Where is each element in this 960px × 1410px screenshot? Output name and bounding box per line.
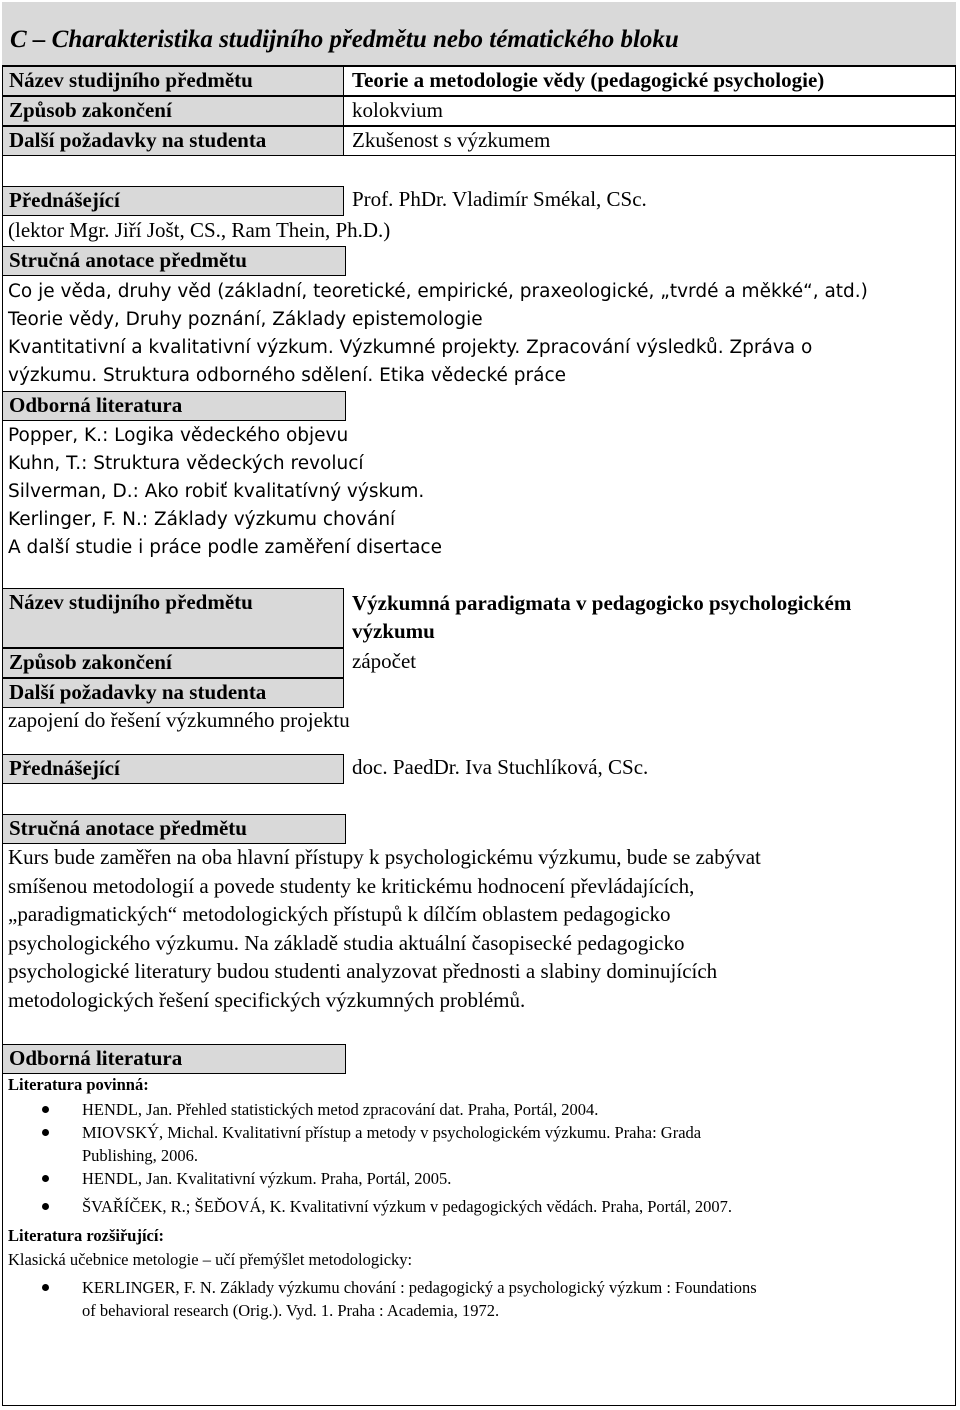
subject1-annotation-line: Co je věda, druhy věd (základní, teoretické, empirické, praxeologické, „tvrdé a měkké“, atd.) [8,281,868,302]
subject1-lecturer-value: Prof. PhDr. Vladimír Smékal, CSc. [352,187,647,211]
extended-literature-note: Klasická učebnice metologie – učí přemýšlet metodologicky: [8,1250,413,1269]
subject1-literature-item: Popper, K.: Logika vědeckého objevu [8,425,349,446]
subject1-name-value: Teorie a metodologie vědy (pedagogické psychologie) [344,66,956,96]
subject2-annotation-line: smíšenou metodologií a povede studenty ke kritickému hodnocení převládajících, [8,874,695,898]
subject2-annotation-line: Kurs bude zaměřen na oba hlavní přístupy k psychologickému výzkumu, bude se zabývat [8,845,761,869]
subject1-name-label: Název studijního předmětu [2,66,344,96]
subject2-annotation-line: psychologické literatury budou studenti analyzovat přednosti a slabiny dominujících [8,959,718,983]
list-item-continuation: Publishing, 2006. [82,1146,198,1165]
subject1-literature-item: Kerlinger, F. N.: Základy výzkumu chování [8,509,396,530]
list-item: ŠVAŘÍČEK, R.; ŠEĎOVÁ, K. Kvalitativní výzkum v pedagogických vědách. Praha, Portál, 2007. [0,1195,950,1218]
subject2-completion-value: zápočet [352,649,417,673]
subject2-literature-label: Odborná literatura [2,1044,346,1074]
subject2-annotation-line: „paradigmatických“ metodologických přístupů k dílčím oblastem pedagogicko [8,902,671,926]
subject1-literature-item: Kuhn, T.: Struktura vědeckých revolucí [8,453,364,474]
subject2-annotation-line: metodologických řešení specifických výzkumných problémů. [8,988,526,1012]
bullet-icon [42,1175,49,1182]
subject1-requirements-value: Zkušenost s výzkumem [344,126,956,156]
subject1-lecturer-extra: (lektor Mgr. Jiří Jošt, CS., Ram Thein, Ph.D.) [8,218,391,242]
list-item-continuation: of behavioral research (Orig.). Vyd. 1. Praha : Academia, 1972. [82,1301,500,1320]
subject1-annotation-line: Kvantitativní a kvalitativní výzkum. Výzkumné projekty. Zpracování výsledků. Zpráva o [8,337,813,358]
subject2-requirements-label: Další požadavky na studenta [2,678,344,708]
subject2-requirements-value: zapojení do řešení výzkumného projektu [8,708,350,732]
subject2-name-value-line2: výzkumu [352,619,435,643]
extended-literature-list [0,1276,950,1322]
bullet-icon [42,1203,49,1210]
subject1-annotation-line: výzkumu. Struktura odborného sdělení. Etika vědecké práce [8,365,567,386]
page-title: C – Charakteristika studijního předmětu nebo tématického bloku [10,26,679,53]
bullet-icon [42,1284,49,1291]
subject2-lecturer-value: doc. PaedDr. Iva Stuchlíková, CSc. [352,755,649,779]
list-item: KERLINGER, F. N. Základy výzkumu chování : pedagogický a psychologický výzkum : Foundations [0,1276,950,1299]
subject1-lecturer-label: Přednášející [2,186,344,216]
list-item: HENDL, Jan. Přehled statistických metod zpracování dat. Praha, Portál, 2004. [0,1098,950,1121]
subject1-completion-value: kolokvium [344,96,956,126]
required-literature-list [0,1098,950,1218]
list-item: HENDL, Jan. Kvalitativní výzkum. Praha, Portál, 2005. [0,1167,950,1190]
extended-literature-heading: Literatura rozšiřující: [8,1226,164,1245]
subject1-annotation-label: Stručná anotace předmětu [2,246,346,276]
subject1-annotation-line: Teorie vědy, Druhy poznání, Základy epistemologie [8,309,483,330]
bullet-icon [42,1106,49,1113]
list-item: MIOVSKÝ, Michal. Kvalitativní přístup a metody v psychologickém výzkumu. Praha: Grada [0,1121,950,1144]
subject1-requirements-label: Další požadavky na studenta [2,126,344,156]
required-literature-heading: Literatura povinná: [8,1075,149,1094]
subject2-name-value-line1: Výzkumná paradigmata v pedagogicko psychologickém [352,591,852,615]
bullet-icon [42,1129,49,1136]
subject2-name-label: Název studijního předmětu [2,588,344,648]
subject2-annotation-label: Stručná anotace předmětu [2,814,346,844]
subject1-literature-item: Silverman, D.: Ako robiť kvalitatívný výskum. [8,481,425,502]
subject1-completion-label: Způsob zakončení [2,96,344,126]
subject1-literature-item: A další studie i práce podle zaměření disertace [8,537,442,558]
subject1-literature-label: Odborná literatura [2,391,346,421]
subject2-lecturer-label: Přednášející [2,754,344,784]
subject2-completion-label: Způsob zakončení [2,648,344,678]
subject2-annotation-line: psychologického výzkumu. Na základě studia aktuální časopisecké pedagogicko [8,931,685,955]
